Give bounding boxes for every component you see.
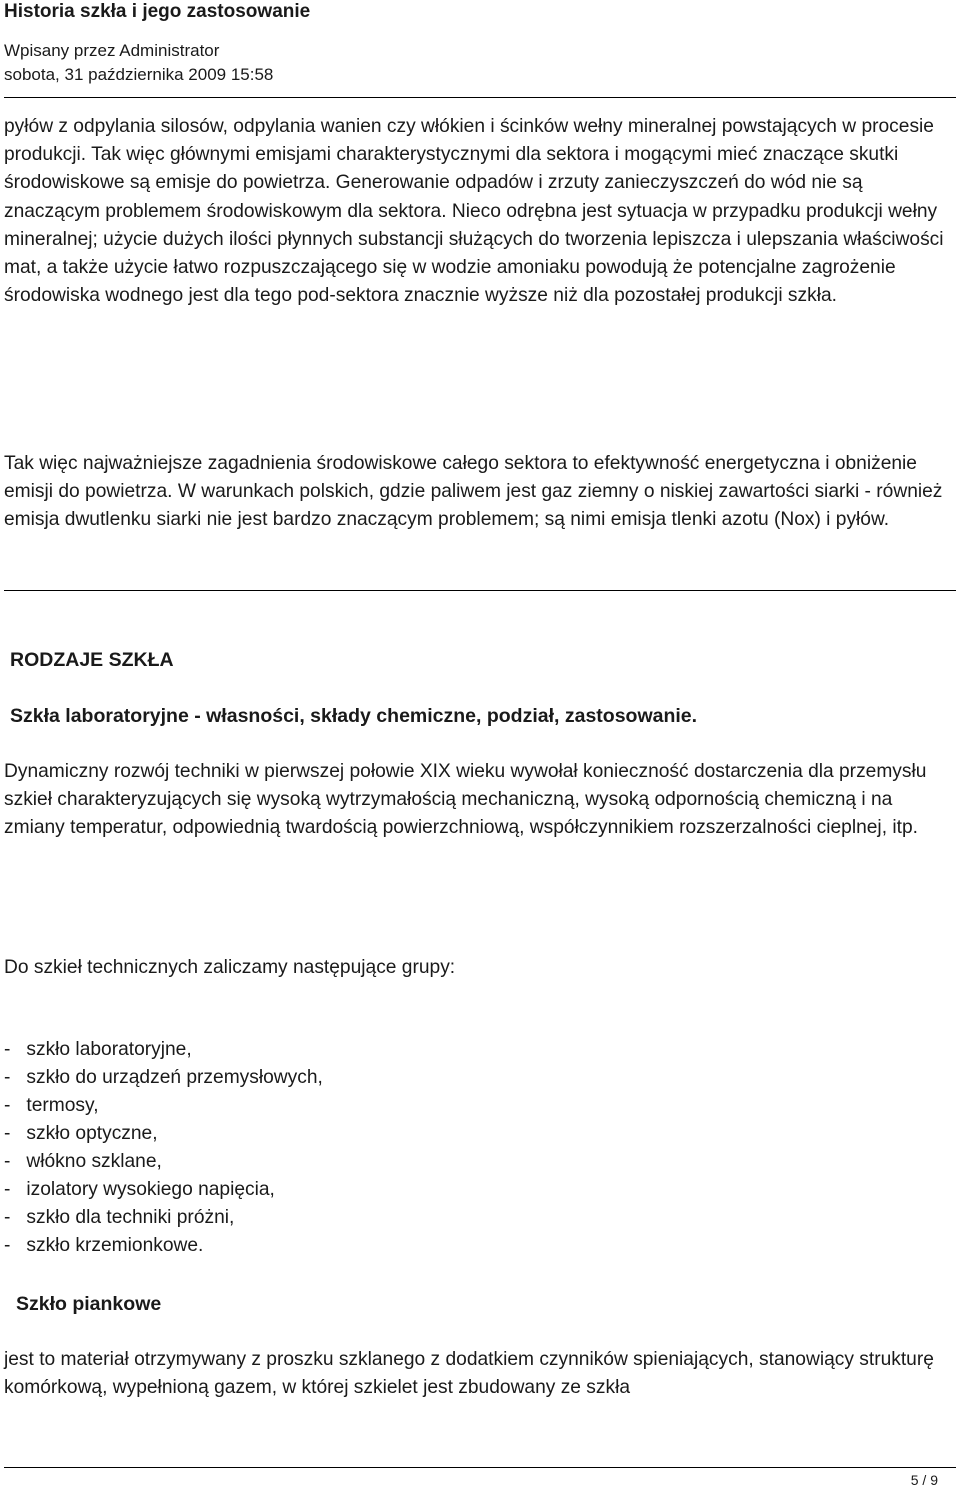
page-number: 5 / 9 xyxy=(910,1472,938,1488)
paragraph-text: Tak więc najważniejsze zagadnienia środowiskowe całego sektora to efektywność energetyczna i obniżenie emisji do powietrza. W warunkach polskich, gdzie paliwem jest gaz ziemny o niskiej zawartości siarki - również emisja dwutlenku siarki nie jest bardzo znaczącym problemem; są nimi emisja tlenki azotu (Nox) i pyłów. xyxy=(4,453,943,531)
subsection-heading: Szkła laboratoryjne - własności, składy chemiczne, podział, zastosowanie. xyxy=(10,705,698,727)
paragraph-groups-intro xyxy=(4,954,954,982)
paragraph-foam-glass xyxy=(4,1346,954,1402)
section-heading: RODZAJE SZKŁA xyxy=(10,649,174,671)
list-item: - szkło optyczne, xyxy=(4,1123,158,1144)
document-header xyxy=(4,0,956,87)
section-divider xyxy=(4,590,956,591)
list-item: - szkło laboratoryjne, xyxy=(4,1039,192,1060)
paragraph-text: jest to materiał otrzymywany z proszku szklanego z dodatkiem czynników spieniających, stanowiący strukturę komórkową, wypełnioną gazem, w której szkielet jest zbudowany ze szkła xyxy=(4,1349,934,1399)
foam-glass-heading: Szkło piankowe xyxy=(16,1293,162,1315)
glass-groups-list xyxy=(4,1036,323,1260)
date-line: sobota, 31 października 2009 15:58 xyxy=(4,65,274,84)
list-item: - szkło dla techniki próżni, xyxy=(4,1207,235,1228)
list-item: - szkło do urządzeń przemysłowych, xyxy=(4,1067,323,1088)
list-item: - termosy, xyxy=(4,1095,99,1116)
list-item: - włókno szklane, xyxy=(4,1151,162,1172)
document-title: Historia szkła i jego zastosowanie xyxy=(4,1,311,22)
paragraph-summary xyxy=(4,450,954,535)
paragraph-text: Dynamiczny rozwój techniki w pierwszej połowie XIX wieku wywołał konieczność dostarczenia dla przemysłu szkieł charakteryzujących się wysoką wytrzymałością mechaniczną, wysoką odpornością chemiczną i na zmiany temperatur, odpowiednią twardością powierzchniową, współczynnikiem rozszerzalności cieplnej, itp. xyxy=(4,761,927,839)
paragraph-emissions xyxy=(4,113,954,310)
header-divider xyxy=(4,97,956,98)
list-item: - izolatory wysokiego napięcia, xyxy=(4,1179,275,1200)
author-line: Wpisany przez Administrator xyxy=(4,41,220,60)
paragraph-development xyxy=(4,758,954,843)
footer-divider xyxy=(4,1467,956,1468)
paragraph-text: pyłów z odpylania silosów, odpylania wanien czy włókien i ścinków wełny mineralnej powstających w procesie produkcji. Tak więc głównymi emisjami charakterystycznymi dla sektora i mogącymi mieć znaczące skutki środowiskowe są emisje do powietrza. Generowanie odpadów i zrzuty zanieczyszczeń do wód nie są znaczącym problemem środowiskowym dla sektora. Nieco odrębna jest sytuacja w przypadku produkcji wełny mineralnej; użycie dużych ilości płynnych substancji służących do tworzenia lepiszcza i ulepszania właściwości mat, a także użycie łatwo rozpuszczającego się w wodzie amoniaku powodują że potencjalne zagrożenie środowiska wodnego jest dla tego pod-sektora znacznie wyższe niż dla pozostałej produkcji szkła. xyxy=(4,116,944,307)
list-item: - szkło krzemionkowe. xyxy=(4,1235,204,1256)
paragraph-text: Do szkieł technicznych zaliczamy następujące grupy: xyxy=(4,957,456,978)
